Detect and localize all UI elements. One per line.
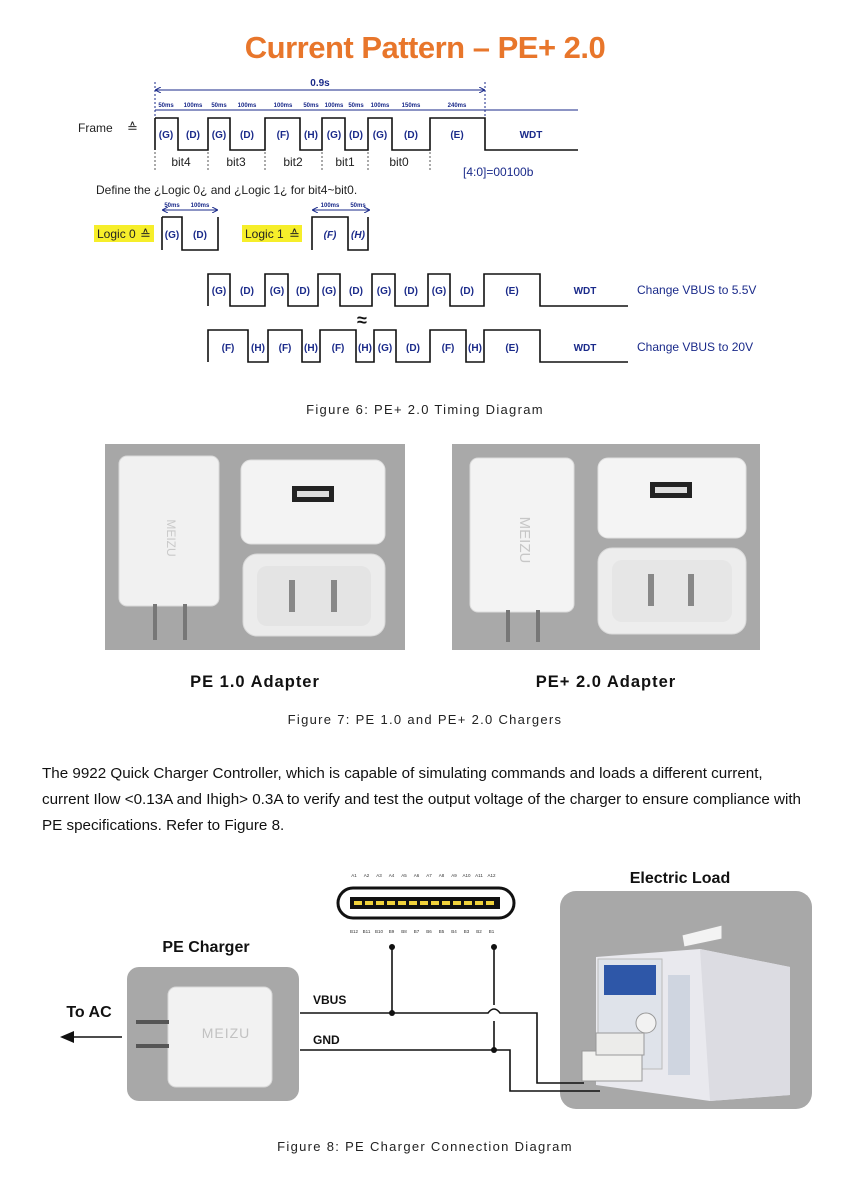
frame-segment-label: (G) — [211, 130, 227, 141]
logic0-seg-d: (D) — [193, 230, 207, 241]
pin-label: A2 — [363, 873, 370, 878]
pin-label: A5 — [401, 873, 407, 878]
duration-label: 100ms — [237, 103, 257, 109]
pin-label: A10 — [462, 873, 471, 878]
row2-segment-label: (H) — [251, 343, 265, 354]
figure8-caption: Figure 8: PE Charger Connection Diagram — [277, 1139, 573, 1154]
duration-labels — [158, 103, 467, 109]
pin-label: B5 — [438, 929, 445, 934]
row2-segment-label: (D) — [406, 343, 420, 354]
duration-label: 50ms — [211, 103, 227, 109]
pin-label: A3 — [376, 873, 382, 878]
frame-segment-label: (G) — [158, 130, 174, 141]
pin-label: B8 — [401, 929, 407, 934]
logic1-equiv: ≙ — [289, 227, 300, 242]
row1-segment-label: (D) — [240, 286, 254, 297]
frame-segment-label: (G) — [372, 130, 388, 141]
row1-segment-label: (D) — [404, 286, 418, 297]
row1-segment-label: (D) — [460, 286, 474, 297]
row1-segment-label: (D) — [296, 286, 310, 297]
pe20-brand: MEIZU — [516, 516, 533, 564]
row1-note: Change VBUS to 5.5V — [637, 283, 757, 297]
logic0-equiv: ≙ — [140, 227, 151, 242]
pin-labels-top — [351, 873, 496, 878]
arrow-left-icon — [60, 1031, 74, 1043]
logic0-dur-d: 100ms — [190, 203, 210, 209]
approx-symbol: ≈ — [357, 310, 367, 330]
pin-label: A12 — [487, 873, 496, 878]
row2-segment-label: (F) — [331, 343, 345, 354]
equiv-symbol: ≙ — [127, 120, 138, 135]
frame-segment-label: (D) — [186, 130, 200, 141]
duration-label: 50ms — [348, 103, 364, 109]
row1-segment-label: (G) — [431, 286, 447, 297]
frame-segment-label: (D) — [349, 130, 363, 141]
row2-segment-label: (F) — [441, 343, 455, 354]
logic1-seg-f: (F) — [323, 230, 337, 241]
row1-segment-labels — [212, 286, 597, 297]
pin-label: B3 — [463, 929, 470, 934]
logic0-dur-g: 50ms — [164, 203, 180, 209]
duration-label: 100ms — [273, 103, 293, 109]
row1-segment-label: (D) — [349, 286, 363, 297]
frame-segment-label: (G) — [326, 130, 342, 141]
duration-label: 240ms — [447, 103, 467, 109]
wiring — [300, 947, 600, 1091]
pe10-adapter-label: PE 1.0 Adapter — [190, 673, 320, 691]
row1-segment-label: (G) — [321, 286, 337, 297]
duration-label: 150ms — [401, 103, 421, 109]
bit-code: [4:0]=00100b — [463, 165, 534, 179]
timing-diagram — [0, 70, 850, 390]
frame-segment-label: (D) — [240, 130, 254, 141]
row1-segment-label: (G) — [211, 286, 227, 297]
pin-label: A6 — [413, 873, 420, 878]
gnd-label: GND — [313, 1033, 340, 1047]
duration-label: 100ms — [370, 103, 390, 109]
logic0-seg-g: (G) — [164, 230, 180, 241]
row1-segment-label: (E) — [505, 286, 519, 297]
bit-label: bit2 — [283, 155, 303, 169]
pin-label: B4 — [451, 929, 457, 934]
bit-label: bit0 — [389, 155, 409, 169]
row1-segment-label: (G) — [269, 286, 285, 297]
row1-segment-label: WDT — [573, 286, 597, 297]
pin-label: B9 — [388, 929, 395, 934]
frame-segment-label: (F) — [276, 130, 290, 141]
logic0-label: Logic 0 — [97, 227, 136, 241]
body-paragraph: The 9922 Quick Charger Controller, which is capable of simulating commands and loads a different current, current Ilow <0.13A and Ihigh> 0.3A to verify and test the output voltage of the charger to ensure compliance with PE specifications. Refer to Figure 8. — [42, 765, 802, 834]
bit-label: bit4 — [171, 155, 191, 169]
row2-segment-label: (F) — [221, 343, 235, 354]
pin-label: A11 — [475, 873, 483, 878]
pin-label: B1 — [488, 929, 495, 934]
row2-note: Change VBUS to 20V — [637, 340, 754, 354]
duration-label: 100ms — [183, 103, 203, 109]
frame-segment-label: (E) — [450, 130, 464, 141]
bit-labels — [171, 155, 409, 169]
pin-label: B11 — [362, 929, 371, 934]
pin-label: A4 — [388, 873, 395, 878]
figure6-caption: Figure 6: PE+ 2.0 Timing Diagram — [306, 402, 544, 417]
logic1-dur-h: 50ms — [350, 203, 366, 209]
duration-label: 50ms — [303, 103, 319, 109]
row2-segment-label: WDT — [573, 343, 597, 354]
usb-c-connector — [338, 873, 514, 934]
pin-labels-bottom — [350, 929, 495, 934]
pe-charger-label: PE Charger — [162, 939, 250, 956]
page-title: Current Pattern – PE+ 2.0 — [244, 30, 606, 65]
row2-segment-label: (E) — [505, 343, 519, 354]
bit-label: bit3 — [226, 155, 246, 169]
logic1-seg-h: (H) — [351, 230, 365, 241]
duration-label: 50ms — [158, 103, 174, 109]
pin-label: B6 — [426, 929, 432, 934]
pe20-adapter-label: PE+ 2.0 Adapter — [535, 673, 677, 691]
pin-label: A1 — [351, 873, 357, 878]
row2-segment-label: (H) — [468, 343, 482, 354]
to-ac-label: To AC — [66, 1004, 112, 1021]
row1-segment-label: (G) — [376, 286, 392, 297]
pe20-adapter-photo — [452, 444, 760, 650]
pe10-adapter-photo — [105, 444, 405, 650]
pin-label: B12 — [349, 929, 359, 934]
pin-label: B7 — [413, 929, 420, 934]
row2-segment-label: (H) — [358, 343, 372, 354]
pin-label: B10 — [374, 929, 384, 934]
duration-label: 100ms — [324, 103, 344, 109]
vbus-label: VBUS — [313, 993, 347, 1007]
row2-segment-label: (H) — [304, 343, 318, 354]
pe10-brand: MEIZU — [164, 519, 178, 557]
total-duration: 0.9s — [310, 78, 330, 89]
frame-segment-label: (D) — [404, 130, 418, 141]
pin-label: A7 — [426, 873, 432, 878]
frame-segment-label: WDT — [519, 130, 543, 141]
pin-label: A8 — [438, 873, 445, 878]
electric-load-label: Electric Load — [629, 870, 731, 887]
define-text: Define the ¿Logic 0¿ and ¿Logic 1¿ for bit4~bit0. — [96, 183, 358, 197]
bit-label: bit1 — [335, 155, 355, 169]
row2-segment-label: (F) — [278, 343, 292, 354]
pin-label: A9 — [451, 873, 457, 878]
charger-brand: MEIZU — [201, 1025, 251, 1041]
logic1-label: Logic 1 — [245, 227, 284, 241]
logic1-dur-f: 100ms — [320, 203, 340, 209]
connection-diagram — [0, 855, 850, 1125]
frame-label: Frame — [78, 121, 113, 135]
frame-segment-label: (H) — [304, 130, 318, 141]
figure7-caption: Figure 7: PE 1.0 and PE+ 2.0 Chargers — [287, 712, 563, 727]
row2-segment-label: (G) — [377, 343, 393, 354]
pin-label: B2 — [476, 929, 482, 934]
